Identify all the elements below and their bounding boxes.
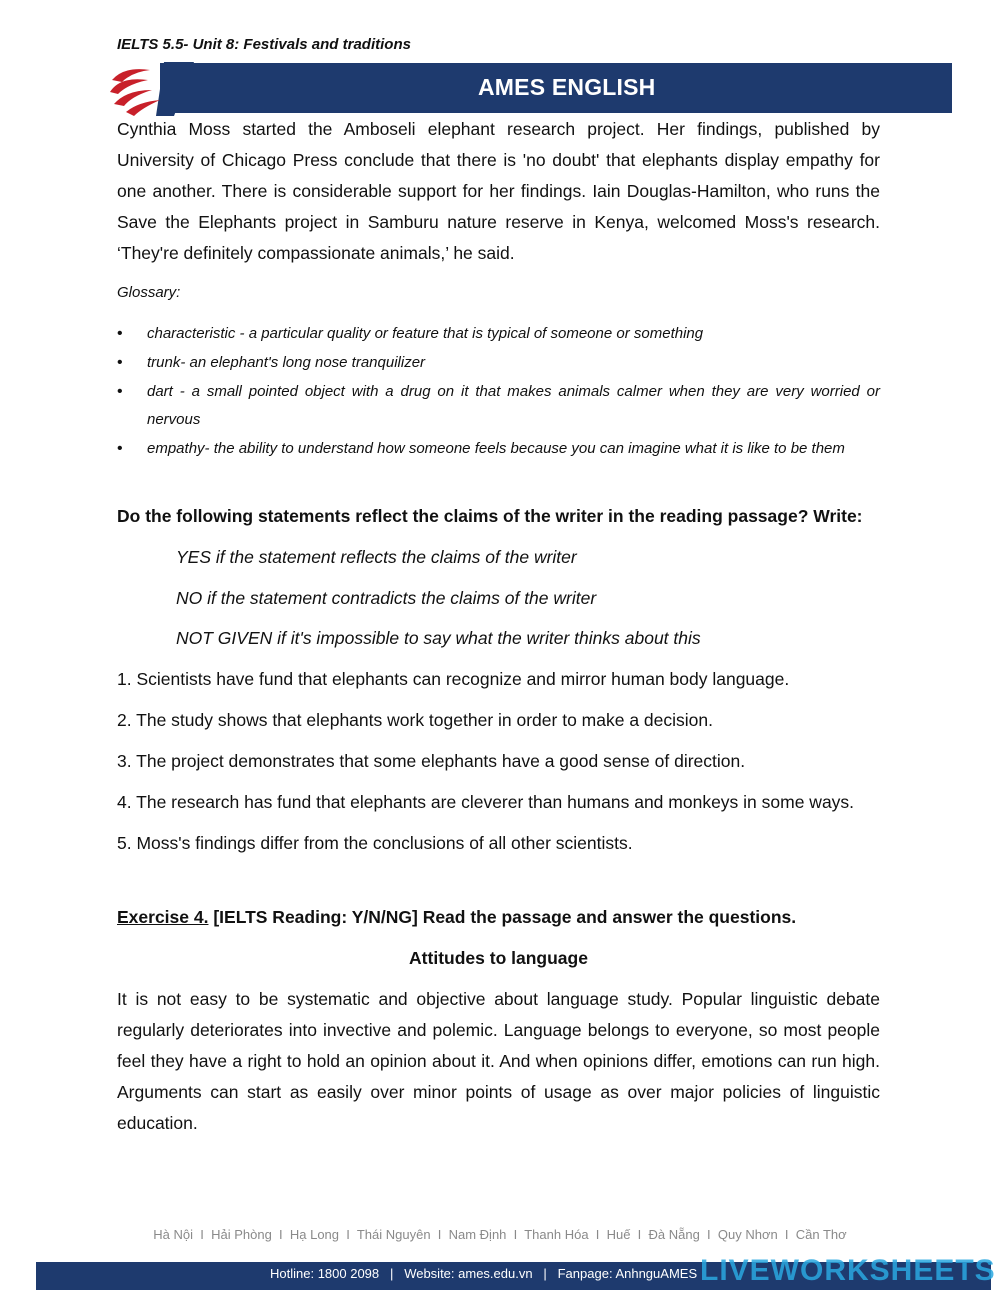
- statement-5: 5. Moss's findings differ from the conclusions of all other scientists.: [117, 833, 633, 853]
- footer-cities: Hà Nội I Hải Phòng I Hạ Long I Thái Nguyên I Nam Định I Thanh Hóa I Huế I Đà Nẵng I Quy Nhơn I Cần Thơ: [153, 1227, 847, 1242]
- exercise-instruction: [IELTS Reading: Y/N/NG] Read the passage and answer the questions.: [208, 907, 797, 927]
- glossary-item: • trunk- an elephant's long nose tranquilizer: [117, 349, 880, 377]
- statement-4: 4. The research has fund that elephants are cleverer than humans and monkeys in some ways.: [117, 792, 855, 812]
- footer-contact: Hotline: 1800 2098 | Website: ames.edu.vn | Fanpage: AnhnguAMES: [270, 1266, 698, 1281]
- statement-2: 2. The study shows that elephants work together in order to make a decision.: [117, 710, 713, 730]
- glossary-label: Glossary:: [117, 284, 181, 301]
- statement-1: 1. Scientists have fund that elephants can recognize and mirror human body language.: [117, 669, 790, 689]
- option-no: NO if the statement contradicts the claims of the writer: [176, 588, 597, 608]
- glossary-item: • empathy- the ability to understand how someone feels because you can imagine what it is like to be them: [117, 435, 880, 463]
- option-not-given: NOT GIVEN if it's impossible to say what the writer thinks about this: [176, 628, 701, 648]
- exercise-label: Exercise 4.: [117, 907, 209, 927]
- glossary-item: • dart - a small pointed object with a drug on it that makes animals calmer when they are very worried or nervous: [117, 378, 880, 434]
- glossary-list: [117, 320, 880, 464]
- ames-logo-icon: [104, 60, 194, 118]
- task-instruction: Do the following statements reflect the claims of the writer in the reading passage? Write:: [117, 506, 863, 526]
- passage-paragraph: Cynthia Moss started the Amboseli elephant research project. Her findings, published by University of Chicago Press conclude that there is 'no doubt' that elephants display empathy for one another. There is considerable support for her findings. Iain Douglas-Hamilton, who runs the Save the Elephants project in Samburu nature reserve in Kenya, welcomed Moss's research. ‘They're definitely compassionate animals,’ he said.: [117, 119, 880, 263]
- exercise-heading: [117, 907, 796, 928]
- brand-title: AMES ENGLISH: [478, 74, 656, 100]
- document-title: IELTS 5.5- Unit 8: Festivals and traditions: [117, 36, 411, 53]
- passage-title: Attitudes to language: [409, 948, 588, 968]
- liveworksheets-watermark: LIVEWORKSHEETS: [700, 1254, 996, 1287]
- option-yes: YES if the statement reflects the claims of the writer: [176, 547, 577, 567]
- statement-3: 3. The project demonstrates that some elephants have a good sense of direction.: [117, 751, 746, 771]
- glossary-item: • characteristic - a particular quality or feature that is typical of someone or something: [117, 320, 880, 348]
- exercise-paragraph: It is not easy to be systematic and objective about language study. Popular linguistic debate regularly deteriorates into invective and polemic. Language belongs to everyone, so most people feel they have a right to hold an opinion about it. And when opinions differ, emotions can run high. Arguments can start as easily over minor points of usage as over major policies of linguistic education.: [117, 989, 880, 1133]
